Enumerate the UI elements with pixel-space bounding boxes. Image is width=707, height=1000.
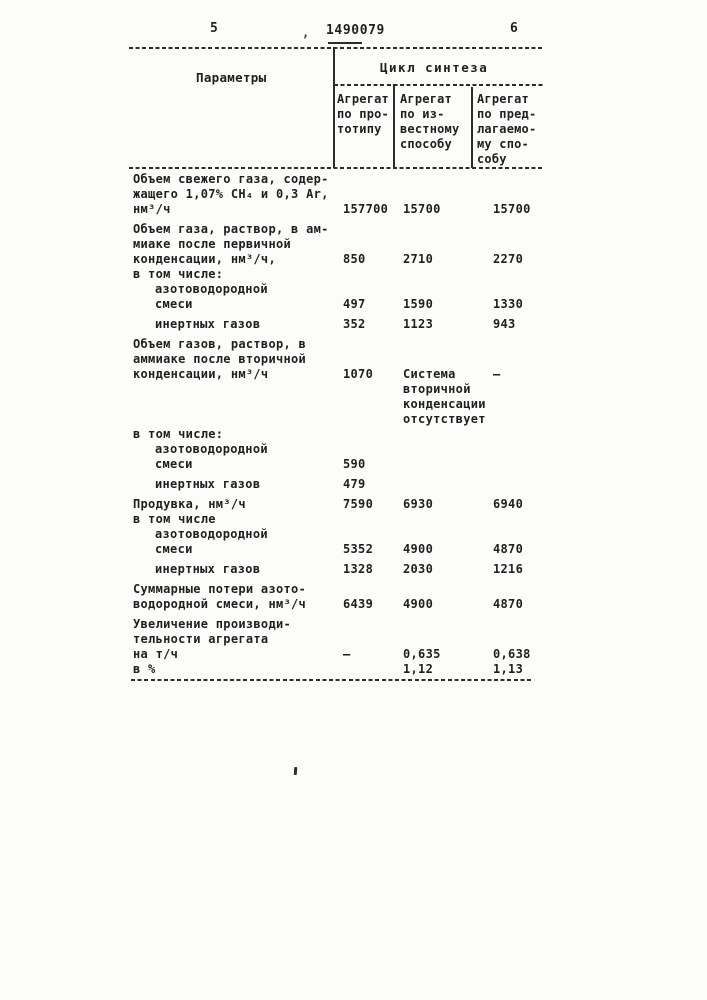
cell-known-method: отсутствует <box>403 412 486 426</box>
table-row <box>133 367 693 382</box>
row-label: инертных газов <box>155 317 261 331</box>
group-header-divider <box>334 84 545 86</box>
table-row <box>133 597 693 612</box>
cell-proposed-method: 1216 <box>493 562 524 576</box>
cell-prototype <box>343 617 403 632</box>
table-row <box>133 527 693 542</box>
cell-prototype: 352 <box>343 317 366 331</box>
cell-prototype <box>343 382 403 397</box>
param-column-header: Параметры <box>196 70 267 85</box>
cell-proposed-method: 1,13 <box>493 662 524 676</box>
row-label: аммиаке после вторичной <box>133 352 307 366</box>
cell-known-method <box>403 457 493 472</box>
cell-prototype <box>343 352 403 367</box>
row-label: инертных газов <box>155 562 261 576</box>
row-label: смеси <box>155 542 193 556</box>
row-label: смеси <box>155 297 193 311</box>
cell-prototype: 497 <box>343 297 366 311</box>
cell-known-method <box>403 617 493 632</box>
cell-proposed-method <box>493 442 553 457</box>
table-row <box>133 352 693 367</box>
cell-proposed-method: 4870 <box>493 542 524 556</box>
cell-prototype <box>343 527 403 542</box>
cell-prototype <box>343 222 403 237</box>
cell-proposed-method <box>493 427 553 442</box>
cell-known-method <box>403 337 493 352</box>
cell-known-method <box>403 267 493 282</box>
scan-comma-mark: , <box>302 26 310 40</box>
cell-prototype: 6439 <box>343 597 374 611</box>
row-label: инертных газов <box>155 477 261 491</box>
table-row <box>133 282 693 297</box>
table-row <box>133 337 693 352</box>
table-row <box>133 647 693 662</box>
cell-prototype: – <box>343 647 351 661</box>
cell-proposed-method: 4870 <box>493 597 524 611</box>
cell-known-method: 1123 <box>403 317 434 331</box>
cell-known-method <box>403 527 493 542</box>
cell-proposed-method <box>493 382 553 397</box>
cell-known-method: 2030 <box>403 562 434 576</box>
cell-known-method <box>403 222 493 237</box>
cell-proposed-method: 1330 <box>493 297 524 311</box>
cell-proposed-method <box>493 477 553 492</box>
cell-known-method: вторичной <box>403 382 471 396</box>
row-label: Увеличение производи- <box>133 617 292 631</box>
table-row <box>133 617 693 632</box>
table-row <box>133 317 693 332</box>
cell-known-method <box>403 187 493 202</box>
row-label: в том числе: <box>133 267 224 281</box>
table-row <box>133 427 693 442</box>
row-label: тельности агрегата <box>133 632 269 646</box>
cell-proposed-method <box>493 457 553 472</box>
param-column-divider <box>333 47 335 168</box>
column-header-known-method: Агрегат по из- вестному способу <box>400 92 460 151</box>
cell-proposed-method: 6940 <box>493 497 524 511</box>
table-row <box>133 512 693 527</box>
cell-prototype: 1328 <box>343 562 374 576</box>
cell-proposed-method: – <box>493 367 501 381</box>
cell-prototype <box>343 512 403 527</box>
table-row <box>133 397 693 412</box>
row-label <box>133 412 343 427</box>
cell-prototype: 7590 <box>343 497 374 511</box>
cell-known-method <box>403 282 493 297</box>
cell-proposed-method <box>493 187 553 202</box>
cell-known-method <box>403 477 493 492</box>
row-label: в том числе: <box>133 427 224 441</box>
row-label: в % <box>133 662 156 676</box>
table-row <box>133 442 693 457</box>
table-row <box>133 202 693 217</box>
table-border-bottom <box>131 679 533 681</box>
cell-known-method <box>403 632 493 647</box>
cell-prototype <box>343 282 403 297</box>
cell-known-method: 15700 <box>403 202 441 216</box>
table-row <box>133 297 693 312</box>
row-label: конденсации, нм³/ч, <box>133 252 276 266</box>
cell-known-method: 4900 <box>403 597 434 611</box>
cell-known-method: 0,635 <box>403 647 441 661</box>
cell-prototype <box>343 172 403 187</box>
row-label: Суммарные потери азото- <box>133 582 307 596</box>
cell-prototype <box>343 237 403 252</box>
row-label: в том числе <box>133 512 216 526</box>
cell-prototype: 157700 <box>343 202 389 216</box>
table-row <box>133 267 693 282</box>
cell-prototype: 590 <box>343 457 366 471</box>
table-row <box>133 252 693 267</box>
table-row <box>133 382 693 397</box>
cell-proposed-method <box>493 632 553 647</box>
column-header-prototype: Агрегат по про- тотипу <box>337 92 389 136</box>
table-row <box>133 457 693 472</box>
cell-known-method: 6930 <box>403 497 434 511</box>
scan-artifact <box>294 767 298 775</box>
document-number-underline <box>328 42 362 44</box>
table-row <box>133 477 693 492</box>
cell-proposed-method <box>493 282 553 297</box>
document-number: 1490079 <box>326 23 385 38</box>
row-label: жащего 1,07% CH₄ и 0,3 Ar, <box>133 187 329 201</box>
row-label: на т/ч <box>133 647 179 661</box>
cell-prototype <box>343 662 403 677</box>
row-label <box>133 397 343 412</box>
cell-known-method <box>403 582 493 597</box>
cell-known-method <box>403 427 493 442</box>
table-row <box>133 562 693 577</box>
table-row <box>133 222 693 237</box>
cell-known-method <box>403 172 493 187</box>
cell-known-method <box>403 442 493 457</box>
cell-prototype <box>343 397 403 412</box>
table-border-top <box>129 47 545 49</box>
cell-known-method <box>403 512 493 527</box>
cell-proposed-method <box>493 267 553 282</box>
row-label: азотоводородной <box>155 442 268 456</box>
left-page-number: 5 <box>210 21 219 36</box>
cell-prototype <box>343 442 403 457</box>
cell-proposed-method <box>493 397 553 412</box>
cell-proposed-method <box>493 617 553 632</box>
table-row <box>133 237 693 252</box>
cell-known-method <box>403 237 493 252</box>
cell-proposed-method <box>493 412 553 427</box>
cell-proposed-method <box>493 582 553 597</box>
group-header: Цикл синтеза <box>380 60 489 75</box>
cell-prototype <box>343 632 403 647</box>
table-row <box>133 172 693 187</box>
table-row <box>133 187 693 202</box>
table-row <box>133 497 693 512</box>
cell-proposed-method <box>493 512 553 527</box>
table-body <box>133 172 693 677</box>
cell-proposed-method <box>493 527 553 542</box>
table-row <box>133 412 693 427</box>
cell-proposed-method <box>493 352 553 367</box>
right-page-number: 6 <box>510 21 519 36</box>
cell-known-method: 1590 <box>403 297 434 311</box>
row-label: Объем газа, раствор, в ам- <box>133 222 329 236</box>
row-label: миаке после первичной <box>133 237 292 251</box>
cell-prototype <box>343 337 403 352</box>
cell-prototype: 479 <box>343 477 366 491</box>
cell-proposed-method: 943 <box>493 317 516 331</box>
header-bottom-divider <box>129 167 545 169</box>
cell-proposed-method <box>493 237 553 252</box>
row-label: Продувка, нм³/ч <box>133 497 246 511</box>
cell-known-method: Система <box>403 367 456 381</box>
row-label: азотоводородной <box>155 282 268 296</box>
cell-proposed-method: 0,638 <box>493 647 531 661</box>
table-row <box>133 582 693 597</box>
cell-prototype: 5352 <box>343 542 374 556</box>
cell-known-method <box>403 352 493 367</box>
cell-proposed-method: 2270 <box>493 252 524 266</box>
cell-prototype: 850 <box>343 252 366 266</box>
cell-known-method: 2710 <box>403 252 434 266</box>
row-label: нм³/ч <box>133 202 171 216</box>
row-label: Объем свежего газа, содер- <box>133 172 329 186</box>
cell-proposed-method <box>493 222 553 237</box>
table-row <box>133 662 693 677</box>
col2-col3-divider <box>471 87 473 168</box>
cell-proposed-method: 15700 <box>493 202 531 216</box>
row-label <box>133 382 343 397</box>
cell-proposed-method <box>493 172 553 187</box>
cell-proposed-method <box>493 337 553 352</box>
row-label: водородной смеси, нм³/ч <box>133 597 307 611</box>
row-label: смеси <box>155 457 193 471</box>
cell-known-method: 1,12 <box>403 662 434 676</box>
cell-prototype <box>343 187 403 202</box>
table-row <box>133 632 693 647</box>
row-label: Объем газов, раствор, в <box>133 337 307 351</box>
cell-known-method: 4900 <box>403 542 434 556</box>
row-label: конденсации, нм³/ч <box>133 367 269 381</box>
cell-prototype <box>343 412 403 427</box>
cell-known-method: конденсации <box>403 397 486 411</box>
cell-prototype: 1070 <box>343 367 374 381</box>
row-label: азотоводородной <box>155 527 268 541</box>
col1-col2-divider <box>393 84 395 168</box>
column-header-proposed-method: Агрегат по пред- лагаемо- му спо- собу <box>477 92 537 166</box>
cell-prototype <box>343 427 403 442</box>
table-row <box>133 542 693 557</box>
cell-prototype <box>343 582 403 597</box>
cell-prototype <box>343 267 403 282</box>
